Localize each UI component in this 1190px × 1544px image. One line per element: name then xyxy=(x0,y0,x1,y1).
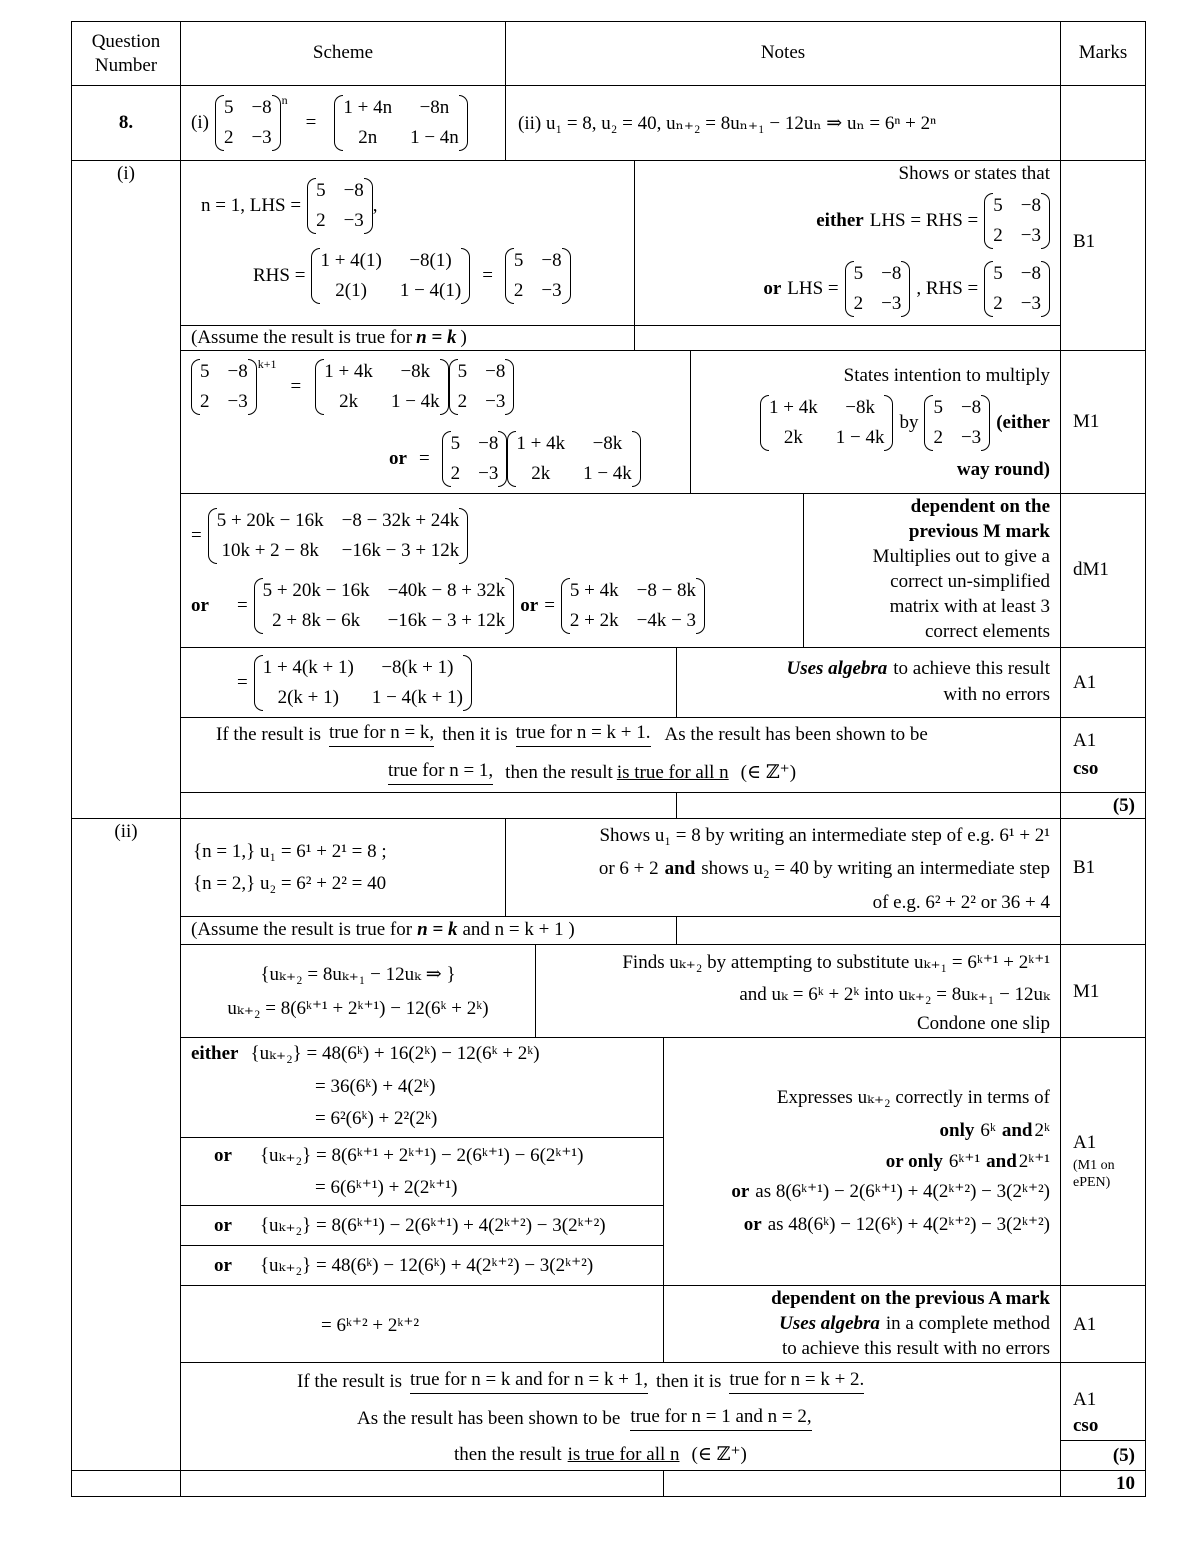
matrix-entry: −3 xyxy=(881,293,902,314)
note-text: to achieve this result xyxy=(893,658,1050,679)
matrix-entry: −3 xyxy=(485,391,506,412)
or-label: or xyxy=(214,1144,232,1166)
matrix-a xyxy=(924,393,990,453)
equals: = xyxy=(191,525,202,546)
matrix-an xyxy=(334,93,467,153)
matrix-a xyxy=(191,357,257,417)
matrix-entry: 1 + 4k xyxy=(516,433,566,454)
matrix-entry: −8 − 8k xyxy=(636,580,697,601)
matrix-k xyxy=(760,393,893,453)
header-question: Question xyxy=(91,31,161,52)
conclusion-underlined: true for n = k + 2. xyxy=(729,1369,864,1394)
mark-note: ePEN) xyxy=(1073,1175,1111,1190)
matrix-a xyxy=(215,93,281,153)
note-text: with no errors xyxy=(943,684,1050,705)
matrix-a xyxy=(449,357,515,417)
assume-text: (Assume the result is true for xyxy=(191,919,413,940)
matrix-entry: 2 xyxy=(450,463,461,484)
lhs-label: n = 1, LHS = xyxy=(201,195,302,216)
i-m1-scheme xyxy=(180,350,691,494)
scheme-line: {uₖ₊₂ = 8uₖ₊₁ − 12uₖ ⇒ } xyxy=(260,964,456,985)
conclusion-underlined: true for n = k + 1. xyxy=(516,722,651,747)
note-bold: and xyxy=(664,858,696,879)
ii-a1-or2 xyxy=(180,1205,664,1246)
ii-a1-mark xyxy=(1060,1037,1146,1286)
matrix-rhs-sub xyxy=(311,246,470,306)
matrix-entry: 1 + 4n xyxy=(343,97,393,118)
mark-cso: cso xyxy=(1073,1415,1099,1436)
note-text: matrix with at least 3 xyxy=(889,596,1050,617)
matrix-entry: 1 − 4n xyxy=(410,127,459,148)
statement-ii-text: (ii) u₁ = 8, u₂ = 40, uₙ₊₂ = 8uₙ₊₁ − 12uₙ ⇒ uₙ = 6ⁿ + 2ⁿ xyxy=(518,113,937,134)
conclusion-text: then the result xyxy=(454,1443,562,1465)
note-text: or 6 + 2 xyxy=(598,858,659,879)
scheme-line: = 6²(6ᵏ) + 2²(2ᵏ) xyxy=(315,1108,438,1129)
matrix-entry: −16k − 3 + 12k xyxy=(341,540,460,561)
mark: dM1 xyxy=(1073,559,1109,580)
or-label: or xyxy=(389,448,407,469)
matrix-entry: 5 xyxy=(993,263,1003,284)
equals: = xyxy=(236,595,248,616)
matrix-entry: −4k − 3 xyxy=(636,610,697,631)
close-paren: ) xyxy=(460,327,467,348)
note-text: shows u₂ = 40 by writing an intermediate step xyxy=(701,858,1050,879)
note-bold: Uses algebra xyxy=(779,1313,880,1334)
matrix-entry: 2k xyxy=(339,391,359,412)
note-text: and uₖ = 6ᵏ + 2ᵏ into uₖ₊₂ = 8uₖ₊₁ − 12uₖ xyxy=(739,984,1050,1005)
mark: B1 xyxy=(1073,857,1096,878)
matrix-entry: −8 xyxy=(343,180,364,201)
rhs-label: RHS = xyxy=(253,265,306,286)
i-b1-mark xyxy=(1060,160,1146,351)
matrix-entry: 5 xyxy=(853,263,864,284)
i-assume-scheme xyxy=(180,325,635,351)
matrix-entry: −8 xyxy=(251,97,272,118)
conclusion-underlined: is true for all n xyxy=(567,1443,680,1465)
matrix-entry: −3 xyxy=(541,280,562,301)
i-dm1-mark xyxy=(1060,493,1146,648)
ii-a1-or1 xyxy=(180,1137,664,1206)
matrix-entry: 2k xyxy=(531,463,551,484)
conclusion-text: (∈ ℤ⁺) xyxy=(740,762,797,783)
matrix-entry: −3 xyxy=(1020,293,1041,314)
part-label: (i) xyxy=(191,112,209,133)
part-ii-label: (ii) xyxy=(114,821,138,842)
matrix-entry: 2 xyxy=(993,225,1003,246)
statement-i xyxy=(180,85,506,161)
question-number-cell xyxy=(71,85,181,161)
ii-b1-scheme xyxy=(180,818,506,917)
matrix-entry: −8 xyxy=(1020,195,1041,216)
part-i-label-cell xyxy=(71,160,181,819)
i-cso-mark xyxy=(1060,717,1146,793)
matrix-product xyxy=(208,506,469,566)
note-text: LHS = xyxy=(787,278,839,299)
n-equals-k: n = k xyxy=(417,919,458,940)
ii-a1-notes xyxy=(663,1037,1061,1286)
conclusion-text: As the result has been shown to be xyxy=(357,1407,621,1429)
note-bold: dependent on the previous A mark xyxy=(771,1288,1050,1309)
matrix-entry: −3 xyxy=(343,210,364,231)
matrix-entry: 2 xyxy=(316,210,326,231)
matrix-entry: −8 xyxy=(541,250,562,271)
power: n xyxy=(281,93,288,107)
matrix-entry: 5 xyxy=(513,250,524,271)
matrix-k xyxy=(507,429,640,489)
matrix-entry: 2(1) xyxy=(335,280,367,301)
note-text: to achieve this result with no errors xyxy=(781,1338,1050,1359)
header-marks xyxy=(1060,21,1146,86)
matrix-entry: 5 + 20k − 16k xyxy=(216,510,324,531)
note-text: Shows u₁ = 8 by writing an intermediate step of e.g. 6¹ + 2¹ xyxy=(599,825,1050,846)
note-text: Condone one slip xyxy=(917,1013,1050,1034)
conclusion-text: (∈ ℤ⁺) xyxy=(691,1444,747,1465)
i-total-mark xyxy=(1060,792,1146,819)
equals: = xyxy=(290,376,302,397)
matrix-entry: 2 + 8k − 6k xyxy=(272,610,361,631)
i-assume-notes xyxy=(634,325,1061,351)
ii-b1-notes xyxy=(505,818,1061,917)
header-number: Number xyxy=(94,55,158,76)
matrix-entry: 5 xyxy=(316,180,326,201)
matrix-entry: 1 − 4k xyxy=(390,391,440,412)
note-text: correct elements xyxy=(924,621,1050,642)
note-bold: and xyxy=(1001,1120,1033,1141)
i-dm1-scheme xyxy=(180,493,804,648)
part-ii-label-cell xyxy=(71,818,181,1471)
power: k+1 xyxy=(257,357,277,371)
or-label: or xyxy=(214,1214,232,1236)
part-total: (5) xyxy=(1112,1445,1135,1466)
note-text: in a complete method xyxy=(885,1313,1050,1334)
or-label: or xyxy=(520,595,539,616)
matrix-entry: −8 xyxy=(485,361,506,382)
ii-cso-mark xyxy=(1060,1362,1146,1441)
part-total: (5) xyxy=(1112,795,1135,816)
matrix-entry: 2 + 2k xyxy=(569,610,619,631)
ii-a1-or3 xyxy=(180,1245,664,1286)
scheme-line: {uₖ₊₂} = 48(6ᵏ) − 12(6ᵏ) + 4(2ᵏ⁺²) − 3(2ᵏ⁺²) xyxy=(259,1255,594,1276)
matrix-product-alt xyxy=(254,576,515,636)
matrix xyxy=(984,259,1050,319)
i-m1-mark xyxy=(1060,350,1146,494)
matrix-entry: 2(k + 1) xyxy=(277,687,339,708)
mark-note: (M1 on xyxy=(1073,1158,1115,1173)
note-text: of e.g. 6² + 2² or 36 + 4 xyxy=(872,892,1050,913)
matrix-k xyxy=(315,357,448,417)
matrix-entry: 2n xyxy=(358,127,378,148)
ii-conclusion xyxy=(180,1362,1061,1471)
ii-m1-scheme xyxy=(180,944,536,1038)
matrix-entry: 1 − 4k xyxy=(583,463,632,484)
statement-marks xyxy=(1060,85,1146,161)
note-text: way round) xyxy=(956,459,1050,480)
note-bold: or xyxy=(743,1213,762,1235)
matrix-entry: 5 xyxy=(450,433,461,454)
mark: A1 xyxy=(1073,672,1097,693)
equals: = xyxy=(482,265,493,286)
mark: A1 xyxy=(1073,1314,1097,1335)
part-i-label: (i) xyxy=(117,163,135,184)
matrix-entry: 1 − 4k xyxy=(835,427,885,448)
note-text: 6ᵏ⁺¹ xyxy=(948,1151,981,1172)
header-notes xyxy=(505,21,1061,86)
note-bold: or only xyxy=(885,1150,943,1172)
ii-assume-scheme xyxy=(180,916,677,945)
matrix-entry: −8 − 32k + 24k xyxy=(341,510,460,531)
header-scheme xyxy=(180,21,506,86)
note-bold: Uses algebra xyxy=(786,658,888,679)
note-text: , RHS = xyxy=(916,278,979,299)
note-text: States intention to multiply xyxy=(843,365,1050,386)
note-text: Shows or states that xyxy=(898,163,1050,184)
matrix-entry: 5 + 20k − 16k xyxy=(262,580,370,601)
mark-cso: cso xyxy=(1073,758,1099,779)
scheme-line: {n = 1,} u₁ = 6¹ + 2¹ = 8 ; xyxy=(193,841,387,862)
matrix-entry: −3 xyxy=(251,127,272,148)
matrix-entry: 1 − 4(k + 1) xyxy=(371,687,463,708)
matrix-a xyxy=(442,429,508,489)
matrix-entry: −8 xyxy=(881,263,902,284)
note-text: LHS = RHS = xyxy=(869,210,979,231)
i-b1-scheme xyxy=(180,160,635,326)
matrix-entry: −3 xyxy=(227,391,248,412)
ii-total-mark xyxy=(1060,1440,1146,1471)
matrix-entry: 10k + 2 − 8k xyxy=(221,540,319,561)
matrix-entry: −40k − 8 + 32k xyxy=(387,580,506,601)
matrix-entry: −8k xyxy=(592,433,623,454)
ii-a1b-notes xyxy=(663,1285,1061,1363)
comma: , xyxy=(372,195,378,216)
conclusion-text: If the result is xyxy=(216,723,322,745)
i-conclusion xyxy=(180,717,1061,793)
matrix-entry: 2 xyxy=(200,391,210,412)
i-total-notes xyxy=(676,792,1061,819)
assume-text: and n = k + 1 ) xyxy=(462,919,575,940)
conclusion-text: then it is xyxy=(655,1370,722,1392)
ii-assume-notes xyxy=(676,916,1061,945)
ii-a1-either xyxy=(180,1037,664,1138)
header-notes-label: Notes xyxy=(760,42,806,63)
scheme-line: = 36(6ᵏ) + 4(2ᵏ) xyxy=(315,1076,436,1097)
ii-m1-mark xyxy=(1060,944,1146,1038)
total-mark xyxy=(1060,1470,1146,1497)
conclusion-text: As the result has been shown to be xyxy=(664,723,928,745)
note-bold: or xyxy=(731,1180,750,1202)
conclusion-underlined: true for n = 1 and n = 2, xyxy=(630,1406,811,1431)
matrix-entry: −16k − 3 + 12k xyxy=(387,610,506,631)
matrix xyxy=(984,191,1050,251)
note-text: correct un-simplified xyxy=(890,571,1050,592)
equals: = xyxy=(237,672,248,693)
matrix-entry: −3 xyxy=(478,463,499,484)
ii-a1b-mark xyxy=(1060,1285,1146,1363)
scheme-line: {uₖ₊₂} = 48(6ᵏ) + 16(2ᵏ) − 12(6ᵏ + 2ᵏ) xyxy=(250,1043,540,1064)
total-notes xyxy=(663,1470,1061,1497)
or-label: or xyxy=(763,278,782,299)
matrix-entry: 2 xyxy=(513,280,524,301)
mark: A1 xyxy=(1073,730,1097,751)
matrix xyxy=(845,259,911,319)
note-bold: and xyxy=(986,1150,1017,1172)
matrix-entry: 2k xyxy=(783,427,803,448)
conclusion-underlined: is true for all n xyxy=(616,761,729,783)
ii-b1-mark xyxy=(1060,818,1146,945)
matrix-entry: −3 xyxy=(960,427,982,448)
matrix-result xyxy=(254,653,472,713)
i-a1-mark xyxy=(1060,647,1146,718)
note-text: 2ᵏ⁺¹ xyxy=(1018,1151,1050,1172)
note-text: (either xyxy=(996,412,1050,433)
matrix-entry: 1 + 4k xyxy=(769,397,818,418)
mark: A1 xyxy=(1073,1389,1097,1410)
total-scheme xyxy=(180,1470,664,1497)
matrix-entry: 5 xyxy=(933,397,943,418)
conclusion-underlined: true for n = k, xyxy=(329,722,434,747)
matrix-entry: 5 xyxy=(200,361,210,382)
scheme-line: {n = 2,} u₂ = 6² + 2² = 40 xyxy=(193,873,387,894)
matrix-entry: 2 xyxy=(933,427,943,448)
equals: = xyxy=(544,595,555,616)
matrix-lhs xyxy=(307,176,373,236)
ii-m1-notes xyxy=(535,944,1061,1038)
matrix-entry: −3 xyxy=(1020,225,1041,246)
scheme-line: uₖ₊₂ = 8(6ᵏ⁺¹ + 2ᵏ⁺¹) − 12(6ᵏ + 2ᵏ) xyxy=(227,998,489,1019)
or-label: or xyxy=(214,1254,232,1276)
matrix-entry: −8 xyxy=(478,433,499,454)
conclusion-underlined: true for n = 1, xyxy=(388,760,493,785)
mark: M1 xyxy=(1073,981,1100,1002)
matrix-entry: 5 + 4k xyxy=(569,580,619,601)
matrix-entry: 1 + 4(k + 1) xyxy=(262,657,354,678)
matrix-entry: 5 xyxy=(223,97,234,118)
scheme-line: {uₖ₊₂} = 8(6ᵏ⁺¹ + 2ᵏ⁺¹) − 2(6ᵏ⁺¹) − 6(2ᵏ⁺¹) xyxy=(259,1145,584,1166)
note-text: as 48(6ᵏ) − 12(6ᵏ) + 4(2ᵏ⁺²) − 3(2ᵏ⁺²) xyxy=(767,1214,1050,1235)
i-dm1-notes xyxy=(803,493,1061,648)
conclusion-underlined: true for n = k and for n = k + 1, xyxy=(410,1369,648,1394)
header-marks-label: Marks xyxy=(1078,42,1128,63)
matrix-entry: −8 xyxy=(960,397,982,418)
matrix-rhs xyxy=(505,246,571,306)
note-text: Multiplies out to give a xyxy=(872,546,1050,567)
matrix-entry: −8 xyxy=(1020,263,1041,284)
conclusion-text: then it is xyxy=(442,723,508,745)
matrix-entry: 5 xyxy=(993,195,1003,216)
i-total-scheme xyxy=(180,792,677,819)
matrix-entry: 1 + 4(1) xyxy=(320,250,382,271)
note-text: as 8(6ᵏ⁺¹) − 2(6ᵏ⁺¹) + 4(2ᵏ⁺²) − 3(2ᵏ⁺²) xyxy=(755,1181,1050,1202)
header-question-number xyxy=(71,21,181,86)
note-text: Expresses uₖ₊₂ correctly in terms of xyxy=(776,1087,1050,1108)
matrix-entry: 2 xyxy=(993,293,1003,314)
note-text: 2ᵏ xyxy=(1034,1120,1050,1141)
conclusion-text: If the result is xyxy=(297,1370,403,1392)
header-scheme-label: Scheme xyxy=(312,42,374,63)
scheme-line: {uₖ₊₂} = 8(6ᵏ⁺¹) − 2(6ᵏ⁺¹) + 4(2ᵏ⁺²) − 3(2ᵏ⁺²) xyxy=(259,1215,606,1236)
i-m1-notes xyxy=(690,350,1061,494)
matrix-entry: 5 xyxy=(457,361,468,382)
scheme-line: = 6(6ᵏ⁺¹) + 2(2ᵏ⁺¹) xyxy=(315,1177,458,1198)
equals: = xyxy=(305,112,317,133)
either-label: either xyxy=(816,210,864,231)
i-a1-scheme xyxy=(180,647,677,718)
question-number: 8. xyxy=(118,112,134,133)
note-bold: only xyxy=(939,1120,975,1141)
n-equals-k: n = k xyxy=(416,327,457,348)
statement-ii xyxy=(505,85,1061,161)
matrix-entry: 2 xyxy=(853,293,864,314)
matrix-entry: −8(k + 1) xyxy=(381,657,454,678)
ii-a1b-scheme xyxy=(180,1285,664,1363)
assume-text: (Assume the result is true for xyxy=(191,327,413,348)
matrix-entry: 1 − 4(1) xyxy=(399,280,462,301)
conclusion-text: then the result xyxy=(505,761,613,783)
matrix-entry: −8 xyxy=(227,361,248,382)
i-a1-notes xyxy=(676,647,1061,718)
note-text: Finds uₖ₊₂ by attempting to substitute uₖ₊₁ = 6ᵏ⁺¹ + 2ᵏ⁺¹ xyxy=(622,952,1050,973)
note-text: previous M mark xyxy=(908,521,1050,542)
mark: M1 xyxy=(1073,411,1100,432)
note-text: dependent on the xyxy=(910,496,1050,517)
matrix-entry: −8n xyxy=(419,97,450,118)
matrix-entry: −8(1) xyxy=(409,250,452,271)
note-text: by xyxy=(899,412,919,433)
matrix-entry: 2 xyxy=(223,127,234,148)
matrix-simplified xyxy=(561,576,705,636)
or-label: or xyxy=(191,595,209,616)
i-b1-notes xyxy=(634,160,1061,326)
equals: = xyxy=(418,448,430,469)
note-text: 6ᵏ xyxy=(980,1120,996,1141)
matrix-entry: −8k xyxy=(845,397,875,418)
mark: B1 xyxy=(1073,231,1096,252)
matrix-entry: 1 + 4k xyxy=(324,361,373,382)
mark: A1 xyxy=(1073,1132,1097,1153)
matrix-entry: −8k xyxy=(400,361,431,382)
scheme-line: = 6ᵏ⁺² + 2ᵏ⁺² xyxy=(321,1315,420,1336)
matrix-entry: 2 xyxy=(457,391,468,412)
total-label-cell xyxy=(71,1470,181,1497)
either-label: either xyxy=(191,1042,239,1064)
grand-total: 10 xyxy=(1116,1473,1135,1494)
